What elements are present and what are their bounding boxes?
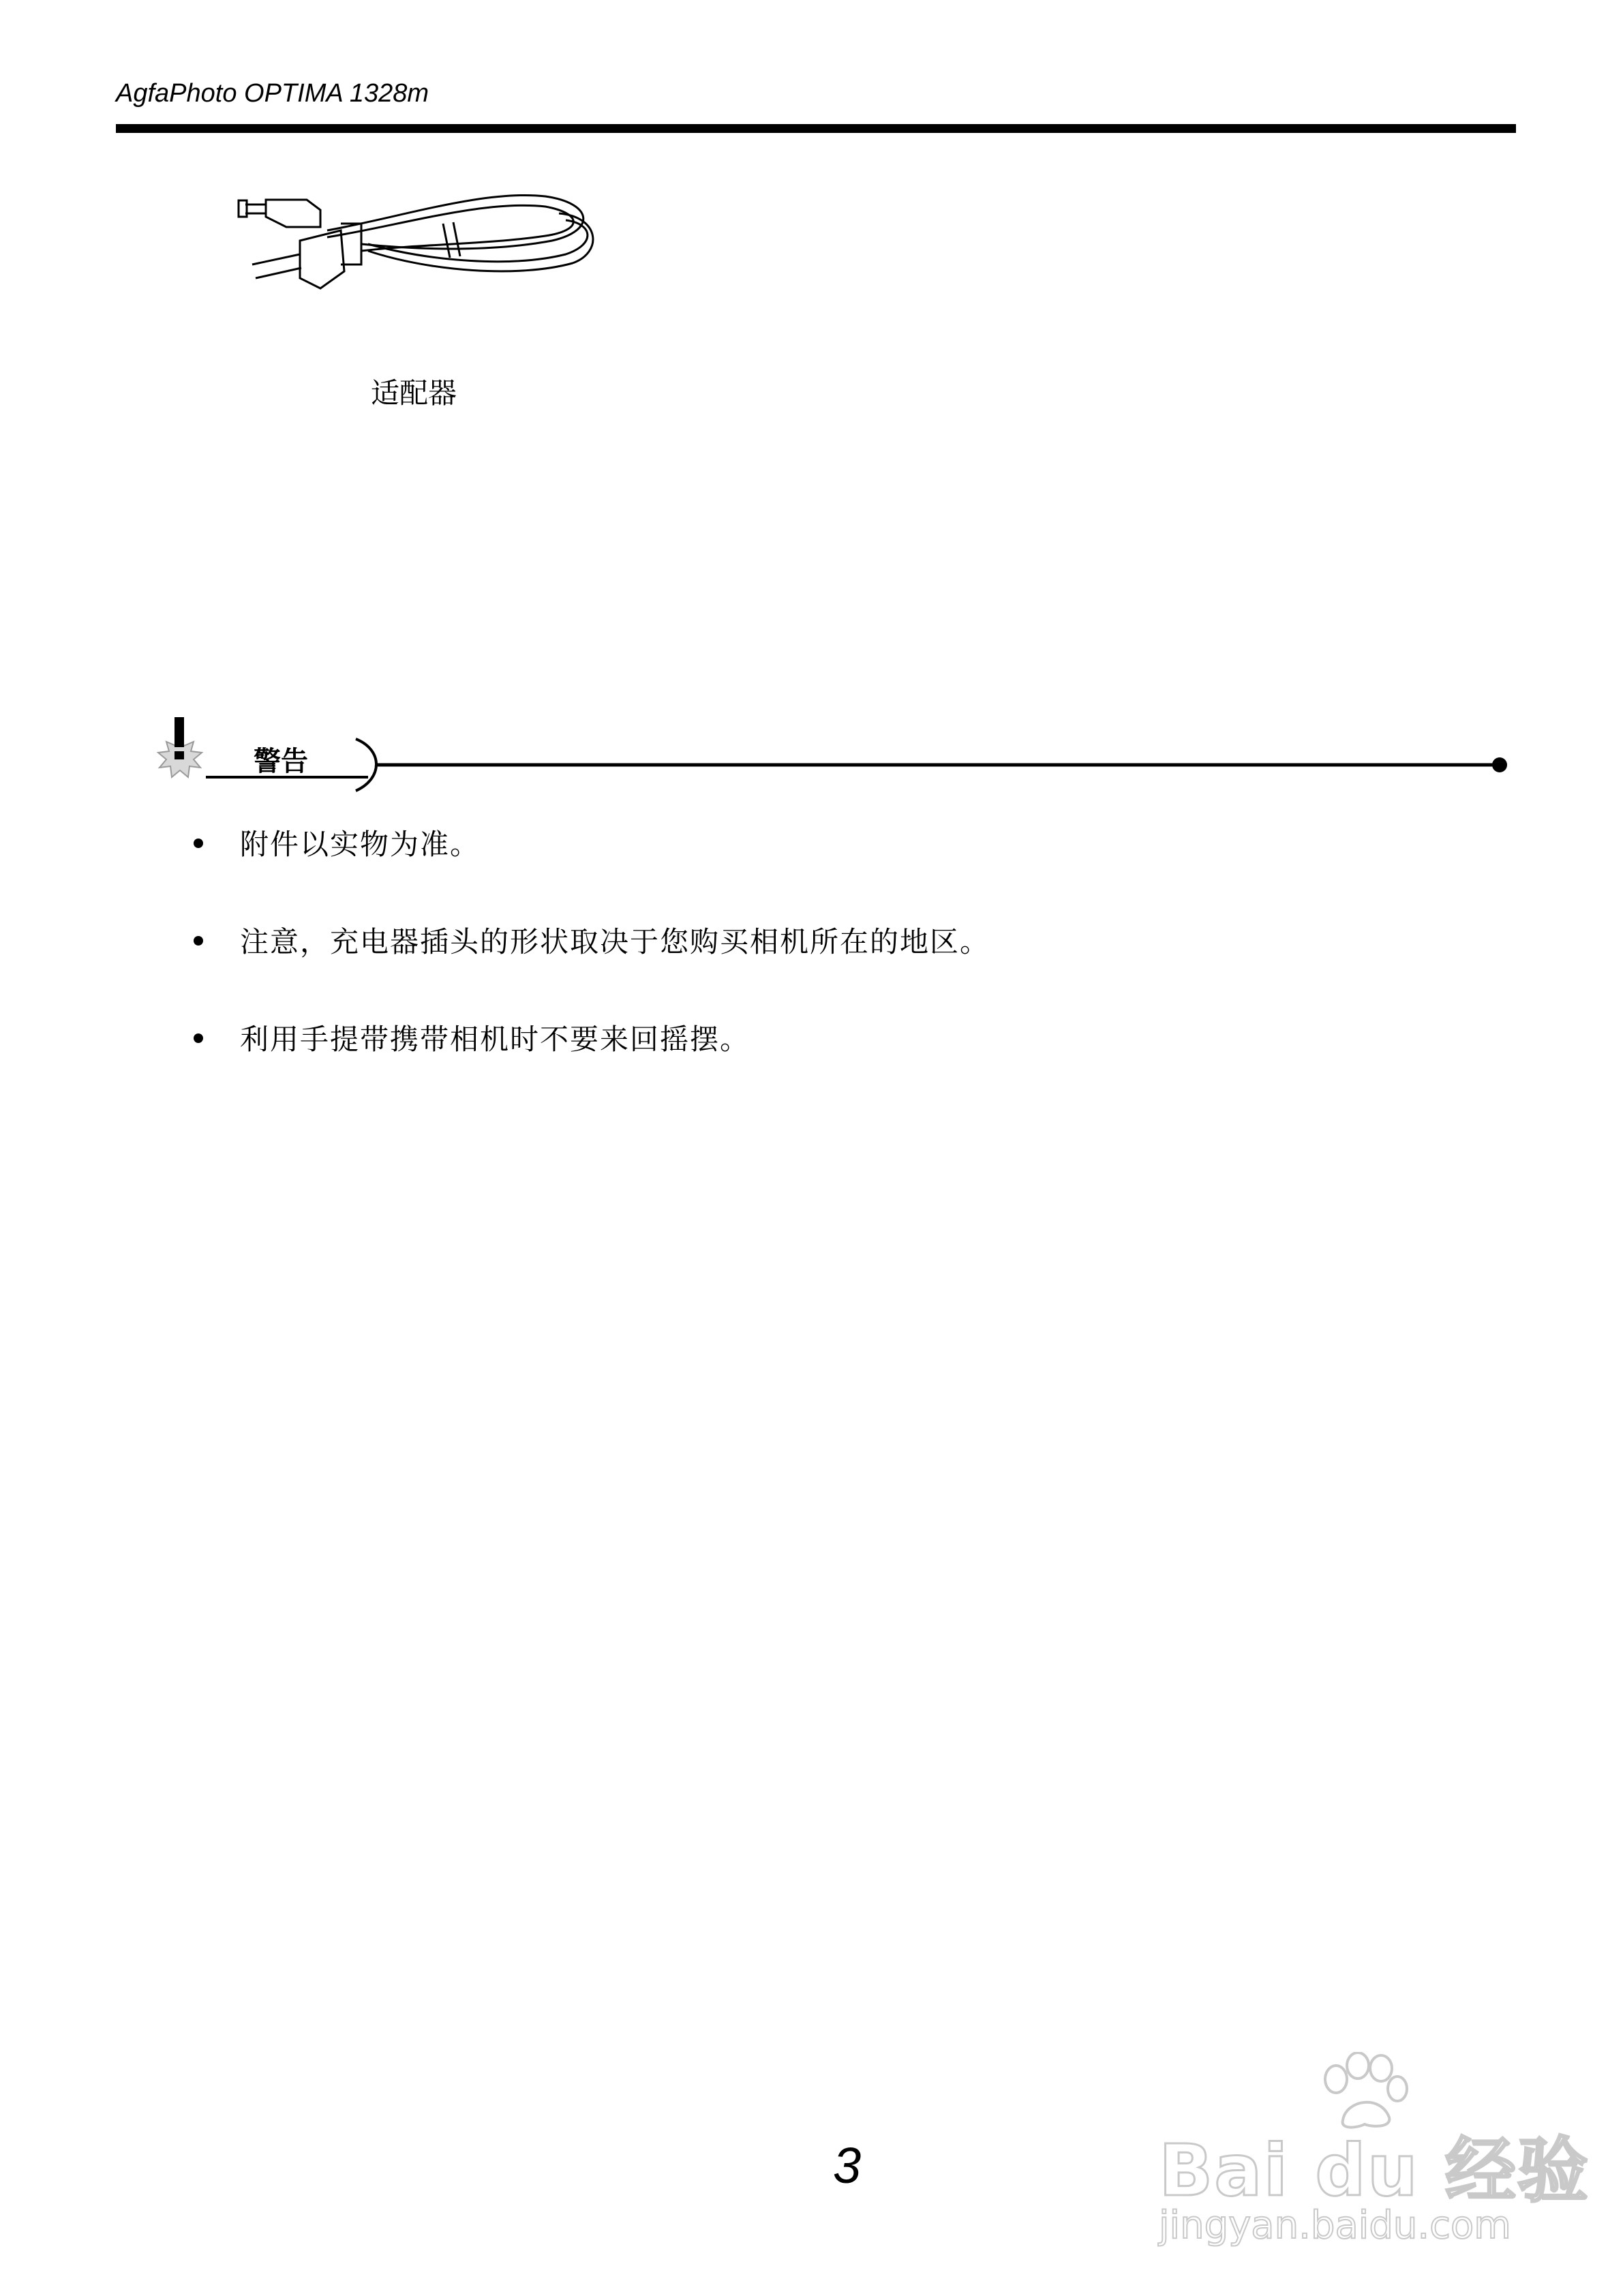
header-title: AgfaPhoto OPTIMA 1328m xyxy=(116,79,429,108)
warning-item-text: 附件以实物为准。 xyxy=(240,828,481,861)
bullet-icon xyxy=(194,1033,203,1043)
adapter-label: 适配器 xyxy=(371,376,457,410)
warning-item-text: 注意，充电器插头的形状取决于您购买相机所在的地区。 xyxy=(240,925,990,958)
warning-divider xyxy=(204,736,1520,798)
warning-list xyxy=(191,830,990,1123)
bullet-icon xyxy=(194,839,203,848)
warning-item-text: 利用手提带携带相机时不要来回摇摆。 xyxy=(240,1023,750,1056)
header-rule xyxy=(116,124,1516,133)
power-cord-image xyxy=(225,176,607,312)
warning-title: 警告 xyxy=(254,746,308,777)
bullet-icon xyxy=(194,936,203,946)
list-item xyxy=(191,830,990,859)
watermark-url: jingyan.baidu.com xyxy=(1159,2203,1511,2248)
page-number: 3 xyxy=(833,2137,862,2194)
list-item xyxy=(191,1025,990,1054)
warning-icon xyxy=(149,717,210,781)
baidu-watermark xyxy=(1152,2052,1590,2256)
watermark-logo: Bai du 经验 xyxy=(1159,2129,1590,2212)
list-item xyxy=(191,925,990,958)
